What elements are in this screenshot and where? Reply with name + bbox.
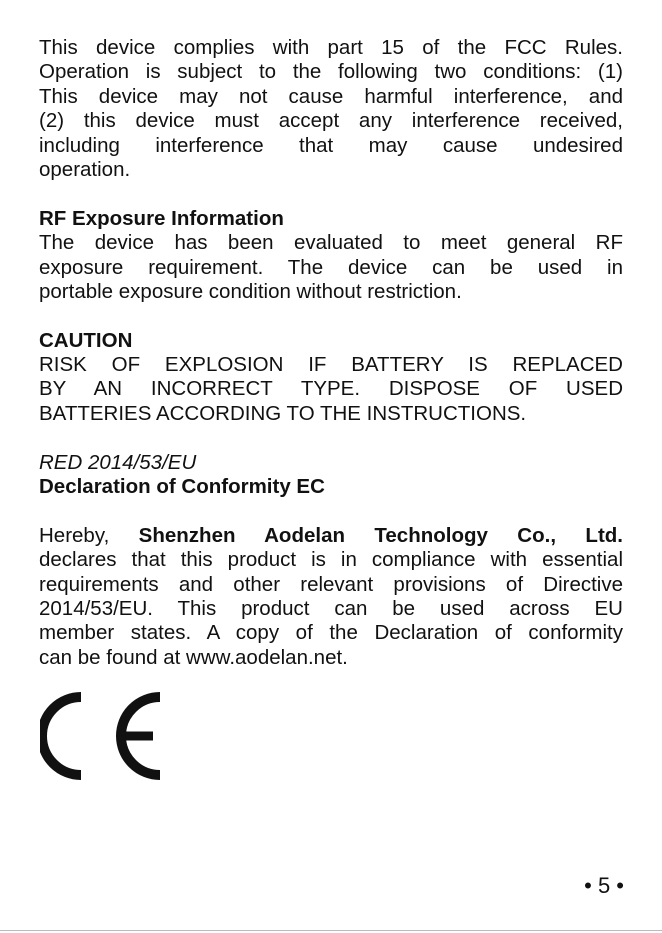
declaration-line-2: declares that this product is in compliance with essential (39, 548, 623, 572)
caution-section (39, 329, 623, 427)
company-name: Shenzhen Aodelan Technology Co., Ltd. (138, 523, 623, 547)
declaration-line-5: member states. A copy of the Declaration of conformity (39, 621, 623, 645)
declaration-line-4: 2014/53/EU. This product can be used across EU (39, 596, 623, 620)
fcc-line-4: (2) this device must accept any interference received, (39, 109, 623, 133)
fcc-line-3: This device may not cause harmful interference, and (39, 84, 623, 108)
fcc-statement (39, 36, 623, 182)
caution-line-1: RISK OF EXPLOSION IF BATTERY IS REPLACED (39, 353, 623, 377)
page-number: • 5 • (584, 873, 624, 898)
declaration-line-1 (39, 524, 623, 548)
fcc-line-5: including interference that may cause undesired (39, 133, 623, 157)
bottom-divider (0, 930, 662, 931)
spacer (39, 499, 623, 523)
red-directive-label: RED 2014/53/EU (39, 450, 197, 474)
caution-line-2: BY AN INCORRECT TYPE. DISPOSE OF USED (39, 377, 623, 401)
ce-mark-c (42, 697, 81, 775)
spacer (39, 182, 623, 206)
spacer (39, 426, 623, 450)
caution-heading: CAUTION (39, 328, 133, 352)
rf-exposure-section (39, 207, 623, 305)
caution-line-3: BATTERIES ACCORDING TO THE INSTRUCTIONS. (39, 401, 527, 425)
manual-page-content (39, 36, 623, 670)
declaration-line-6: can be found at www.aodelan.net. (39, 645, 348, 669)
fcc-line-1: This device complies with part 15 of the FCC Rules. (39, 36, 623, 59)
rf-line-3: portable exposure condition without restriction. (39, 279, 462, 303)
rf-line-1: The device has been evaluated to meet general RF (39, 231, 623, 255)
rf-line-2: exposure requirement. The device can be used in (39, 255, 623, 279)
fcc-line-2: Operation is subject to the following two conditions: (1) (39, 60, 623, 84)
declaration-section (39, 524, 623, 670)
red-directive-section (39, 451, 623, 500)
rf-exposure-heading: RF Exposure Information (39, 206, 284, 230)
declaration-heading: Declaration of Conformity EC (39, 475, 325, 499)
spacer (39, 304, 623, 328)
declaration-line-3: requirements and other relevant provisions of Directive (39, 572, 623, 596)
fcc-line-6: operation. (39, 157, 131, 181)
declaration-prefix: Hereby, (39, 523, 139, 547)
ce-mark-logo (40, 689, 166, 783)
